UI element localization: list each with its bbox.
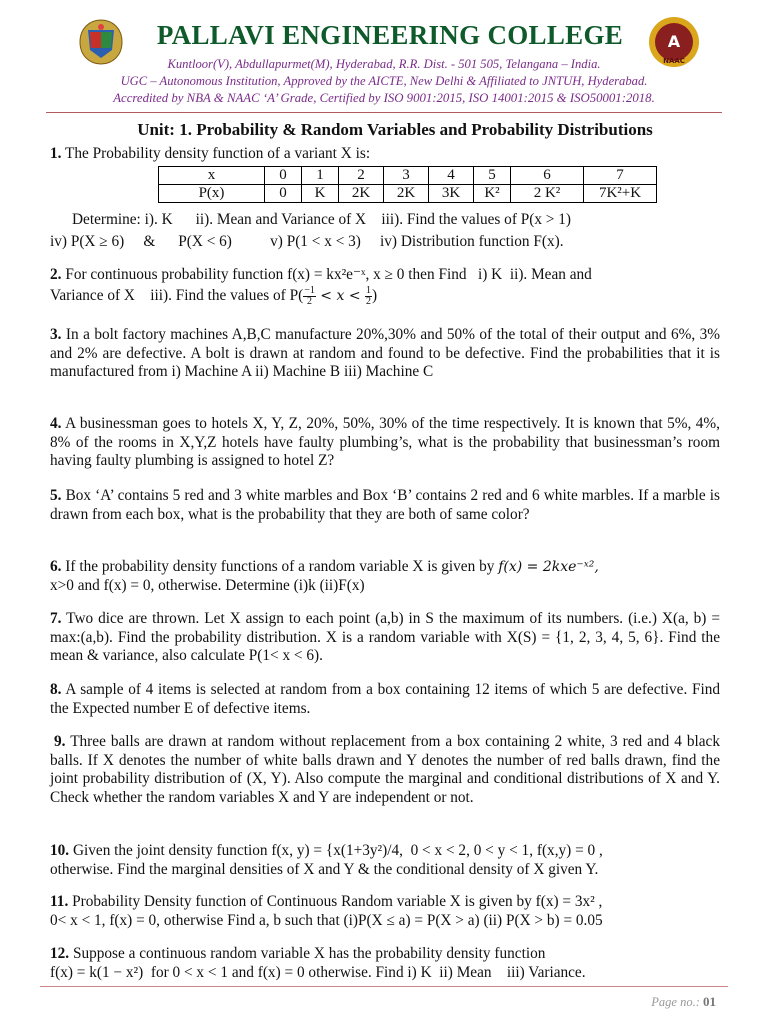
question-text: Probability Density function of Continuous Random variable X is given by f(x) = 3x² , bbox=[72, 893, 603, 910]
question-number: 4. bbox=[50, 415, 62, 432]
question-text: Two dice are thrown. Let X assign to each point (a,b) in S the maximum of its numbers. (i.e.) X(a, b) = max:(a,b). Find the probability distribution. X is a random variable with X(S) = {1, 2, 3, 4, 5, 6}. Find the mean & variance, also calculate P(1< x < 6). bbox=[50, 610, 720, 664]
page-label: Page no.: bbox=[651, 995, 703, 1009]
question-text: A sample of 4 items is selected at random from a box containing 12 items of which 5 are defective. Find the Expected number E of defective items. bbox=[50, 681, 720, 717]
question-11-line1 bbox=[50, 893, 720, 912]
question-9 bbox=[50, 733, 720, 807]
question-1-line1: Determine: i). K ii). Mean and Variance of X iii). Find the values of P(x > 1) bbox=[72, 211, 572, 228]
table-cell: P(x) bbox=[159, 185, 265, 203]
table-cell: 5 bbox=[474, 167, 511, 185]
question-1-intro bbox=[50, 145, 720, 164]
page-number: 01 bbox=[703, 994, 716, 1009]
table-cell: 3 bbox=[384, 167, 429, 185]
table-cell: 1 bbox=[302, 167, 339, 185]
question-text: Box ‘A’ contains 5 red and 3 white marbles and Box ‘B’ contains 2 red and 6 white marbles. If a marble is drawn from each box, what is the probability that they are both of same color? bbox=[50, 487, 720, 523]
question-8 bbox=[50, 681, 720, 718]
table-cell: 4 bbox=[429, 167, 474, 185]
fraction-numerator: 1 bbox=[366, 285, 372, 296]
question-5 bbox=[50, 487, 720, 524]
question-number: 9. bbox=[54, 733, 66, 750]
question-number: 7. bbox=[50, 610, 62, 627]
table-cell: 7 bbox=[584, 167, 657, 185]
table-cell: 2 bbox=[339, 167, 384, 185]
question-text: The Probability density function of a variant X is: bbox=[65, 145, 371, 162]
question-text: A businessman goes to hotels X, Y, Z, 20%, 50%, 30% of the time respectively. It is known that 5%, 4%, 8% of the rooms in X,Y,Z hotels have faulty plumbing’s, what is the probability that businessman’s room having faulty plumbing is assigned to hotel Z? bbox=[50, 415, 720, 469]
question-number: 1. bbox=[50, 145, 62, 162]
math-inequality: < x < bbox=[315, 288, 366, 305]
page-footer bbox=[560, 994, 716, 1010]
question-text: Given the joint density function f(x, y) = {x(1+3y²)/4, 0 < x < 2, 0 < y < 1, f(x,y) = 0 , bbox=[72, 842, 603, 859]
question-3 bbox=[50, 326, 720, 382]
table-row bbox=[159, 185, 657, 203]
question-number: 5. bbox=[50, 487, 62, 504]
college-address: Kuntloor(V), Abdullapurmet(M), Hyderabad, R.R. Dist. - 501 505, Telangana – India. bbox=[167, 57, 601, 71]
question-text: Three balls are drawn at random without replacement from a box containing 2 white, 3 red and 4 black balls. If X denotes the number of white balls drawn and Y denotes the number of red balls drawn, find the joint probability distribution of (X, Y). Also compute the marginal and conditional distributions of X and Y. Check whether the random variables X and Y are independent or not. bbox=[50, 733, 720, 806]
question-7 bbox=[50, 610, 720, 666]
college-accreditation: Accredited by NBA & NAAC ‘A’ Grade, Certified by ISO 9001:2015, ISO 14001:2015 & ISO50001:2018. bbox=[113, 91, 655, 105]
table-cell: 7K²+K bbox=[584, 185, 657, 203]
question-2-line1 bbox=[50, 266, 720, 285]
question-number: 10. bbox=[50, 842, 70, 859]
table-row bbox=[159, 167, 657, 185]
fraction-numerator: −1 bbox=[304, 285, 315, 296]
question-1-line2: iv) P(X ≥ 6) & P(X < 6) v) P(1 < x < 3) iv) Distribution function F(x). bbox=[50, 233, 564, 250]
question-2-line2 bbox=[50, 286, 720, 307]
table-cell: x bbox=[159, 167, 265, 185]
table-cell: 3K bbox=[429, 185, 474, 203]
naac-badge-letter: A bbox=[667, 32, 681, 51]
question-text: In a bolt factory machines A,B,C manufacture 20%,30% and 50% of the total of their output and 6%, 3% and 2% are defective. A bolt is drawn at random and found to be defective. Find the probabilities that it is manufactured from i) Machine A ii) Machine B iii) Machine C bbox=[50, 326, 720, 380]
question-6-line2: x>0 and f(x) = 0, otherwise. Determine (i)k (ii)F(x) bbox=[50, 577, 365, 594]
question-number: 12. bbox=[50, 945, 70, 962]
question-number: 6. bbox=[50, 558, 62, 575]
question-text: If the probability density functions of a random variable X is given by bbox=[61, 558, 499, 575]
table-cell: K² bbox=[474, 185, 511, 203]
college-name: PALLAVI ENGINEERING COLLEGE bbox=[156, 20, 624, 50]
table-cell: 0 bbox=[265, 167, 302, 185]
naac-badge-text: NAAC bbox=[663, 57, 685, 65]
question-text: Suppose a continuous random variable X has the probability density function bbox=[72, 945, 546, 962]
table-cell: K bbox=[302, 185, 339, 203]
question-12-line2: f(x) = k(1 − x²) for 0 < x < 1 and f(x) = 0 otherwise. Find i) K ii) Mean iii) Variance. bbox=[50, 964, 586, 981]
question-11-line2: 0< x < 1, f(x) = 0, otherwise Find a, b such that (i)P(X ≤ a) = P(X > a) (ii) P(X > b) = 0.05 bbox=[50, 912, 603, 929]
table-cell: 2K bbox=[384, 185, 429, 203]
fraction bbox=[365, 286, 372, 307]
question-number: 2. bbox=[50, 266, 62, 283]
table-cell: 2K bbox=[339, 185, 384, 203]
footer-divider bbox=[40, 986, 728, 987]
math-expression: f(x) = 2kxe⁻ˣ², bbox=[498, 559, 599, 575]
question-10-line1 bbox=[50, 842, 720, 861]
question-number: 11. bbox=[50, 893, 69, 910]
question-text: ) bbox=[372, 287, 378, 305]
table-cell: 0 bbox=[265, 185, 302, 203]
question-6-line1 bbox=[50, 558, 720, 577]
college-affiliation: UGC – Autonomous Institution, Approved by the AICTE, New Delhi & Affiliated to JNTUH, Hyderabad. bbox=[120, 74, 648, 88]
probability-table bbox=[158, 166, 657, 203]
question-10-line2: otherwise. Find the marginal densities of X and Y & the conditional density of X given Y. bbox=[50, 861, 599, 878]
question-number: 8. bbox=[50, 681, 62, 698]
header-divider bbox=[46, 112, 722, 113]
question-12-line1 bbox=[50, 945, 720, 964]
fraction bbox=[303, 286, 316, 307]
table-cell: 2 K² bbox=[511, 185, 584, 203]
fraction-denominator: 2 bbox=[366, 296, 372, 307]
unit-title: Unit: 1. Probability & Random Variables and Probability Distributions bbox=[137, 120, 653, 139]
question-text: For continuous probability function f(x) = kx²e⁻ˣ, x ≥ 0 then Find i) K ii). Mean and bbox=[65, 266, 592, 283]
fraction-denominator: 2 bbox=[307, 296, 313, 307]
table-cell: 6 bbox=[511, 167, 584, 185]
question-number: 3. bbox=[50, 326, 62, 343]
question-4 bbox=[50, 415, 720, 471]
question-text: Variance of X iii). Find the values of P( bbox=[50, 287, 304, 305]
